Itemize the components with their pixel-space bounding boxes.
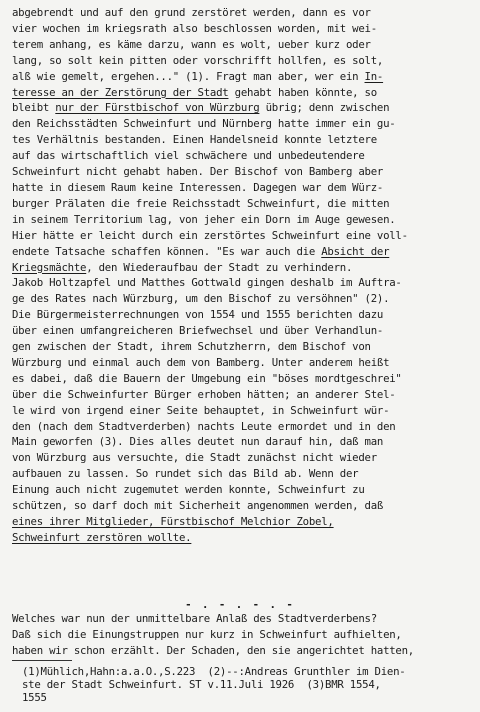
footnote-rule	[12, 660, 72, 661]
text-line: le wird von irgend einer Seite behauptet, in Schweinfurt wür-	[12, 403, 390, 417]
underlined-phrase: eines ihrer Mitglieder, Fürstbischof Melchior Zobel,	[12, 515, 334, 528]
underlined-phrase: teresse an der Zerstörung der Stadt	[12, 85, 229, 99]
text-line: es dabei, daß die Bauern der Umgebung ein "böses mordtgeschrei"	[12, 371, 402, 385]
main-text-block	[12, 5, 474, 546]
underlined-phrase: Schweinfurt zerstören wollte.	[12, 530, 192, 544]
text-line: den (nach dem Stadtverderben) nachts Leute ermordet und in den	[12, 419, 396, 433]
text-line: Die Bürgermeisterrechnungen von 1554 und 1555 berichten dazu	[12, 308, 384, 322]
text-line: aufbauen zu lassen. So rundet sich das Bild ab. Wenn der	[12, 467, 359, 481]
text-line: ge des Rates nach Würzburg, um den Bischof zu versöhnen" (2).	[12, 292, 390, 306]
text-line: Daß sich die Einungstruppen nur kurz in Schweinfurt aufhielten,	[12, 627, 402, 641]
section-separator: - . - . - . -	[185, 598, 295, 611]
text-line: von Würzburg aus versuchte, die Stadt zunächst nicht wieder	[12, 451, 377, 465]
text-line: Hier hätte er leicht durch ein zerstörtes Schweinfurt eine voll-	[12, 228, 408, 242]
text-line: über einen umfangreicheren Briefwechsel und über Verhandlun-	[12, 324, 384, 338]
footnote-line: (1)Mühlich,Hahn:a.a.O.,S.223 (2)--:Andreas Grunthler im Dien-	[22, 665, 406, 678]
text-line: Würzburg und einmal auch dem von Bamberg. Unter anderem heißt	[12, 355, 390, 369]
text-line: Einung auch nicht zugemutet werden konnte, Schweinfurt zu	[12, 483, 365, 497]
text-line: Schweinfurt nicht gehabt haben. Der Bischof von Bamberg aber	[12, 165, 384, 179]
text-line: burger Prälaten die freie Reichsstadt Schweinfurt, die mitten	[12, 196, 390, 210]
text-line: teresse an der Zerstörung der Stadt gehabt haben könnte, so	[12, 85, 377, 99]
text-line: lang, so solt kein pitten oder vorschrifft hollfen, es solt,	[12, 53, 384, 67]
underlined-phrase: Absicht der	[321, 244, 390, 258]
text-line: vier wochen im kriegsrath also beschlossen worden, mit wei-	[12, 21, 377, 35]
text-line: bleibt nur der Fürstbischof von Würzburg übrig; denn zwischen	[12, 101, 390, 115]
footnotes-block	[22, 665, 474, 704]
text-line: den Reichsstädten Schweinfurt und Nürnberg hatte immer ein gu-	[12, 117, 396, 131]
text-line	[12, 530, 474, 546]
text-line: tes Verhältnis bestanden. Einen Handelsneid konnte letztere	[12, 133, 377, 147]
text-line: abgebrendt und auf den grund zerstöret werden, dann es vor	[12, 6, 371, 19]
text-line: auf das wirtschaftlich viel schwächere und unbedeutendere	[12, 149, 365, 163]
footnote-line: ste der Stadt Schweinfurt. ST v.11.Juli 1926 (3)BMR 1554,	[22, 678, 381, 691]
underlined-phrase: Kriegsmächte	[12, 260, 87, 274]
underlined-phrase: In-	[364, 69, 384, 83]
text-line: Main geworfen (3). Dies alles deutet nun darauf hin, daß man	[12, 435, 384, 449]
text-line: Jakob Holtzapfel und Matthes Gottwald gingen deshalb im Auftra-	[12, 276, 402, 290]
text-line: haben wir schon erzählt. Der Schaden, den sie angerichtet hatten,	[12, 643, 414, 657]
text-line: über die Schweinfurter Bürger erhoben hätten; an anderer Stel-	[12, 387, 396, 401]
text-line: Welches war nun der unmittelbare Anlaß des Stadtverderbens?	[12, 612, 377, 625]
text-line: in seinem Territorium lag, von jeher ein Dorn im Auge gewesen.	[12, 212, 396, 226]
text-line	[12, 514, 474, 530]
text-line: alß wie gemelt, ergehen..." (1). Fragt man aber, wer ein In-	[12, 69, 384, 83]
text-line: schützen, so darf doch mit Sicherheit angenommen werden, daß	[12, 499, 384, 513]
text-line: Kriegsmächte, den Wiederaufbau der Stadt zu verhindern.	[12, 260, 353, 274]
footnote-line: 1555	[22, 691, 47, 704]
continuation-text-block	[12, 611, 474, 659]
text-line: gen zwischen der Stadt, ihrem Schutzherrn, dem Bischof von	[12, 340, 371, 354]
text-line: endete Tatsache schaffen können. "Es war auch die Absicht der	[12, 244, 390, 258]
text-line: terem anhang, es käme darzu, wann es wolt, ueber kurz oder	[12, 37, 371, 51]
text-line: hatte in diesem Raum keine Interessen. Dagegen war dem Würz-	[12, 180, 384, 194]
underlined-phrase: nur der Fürstbischof von Würzburg	[55, 101, 260, 115]
